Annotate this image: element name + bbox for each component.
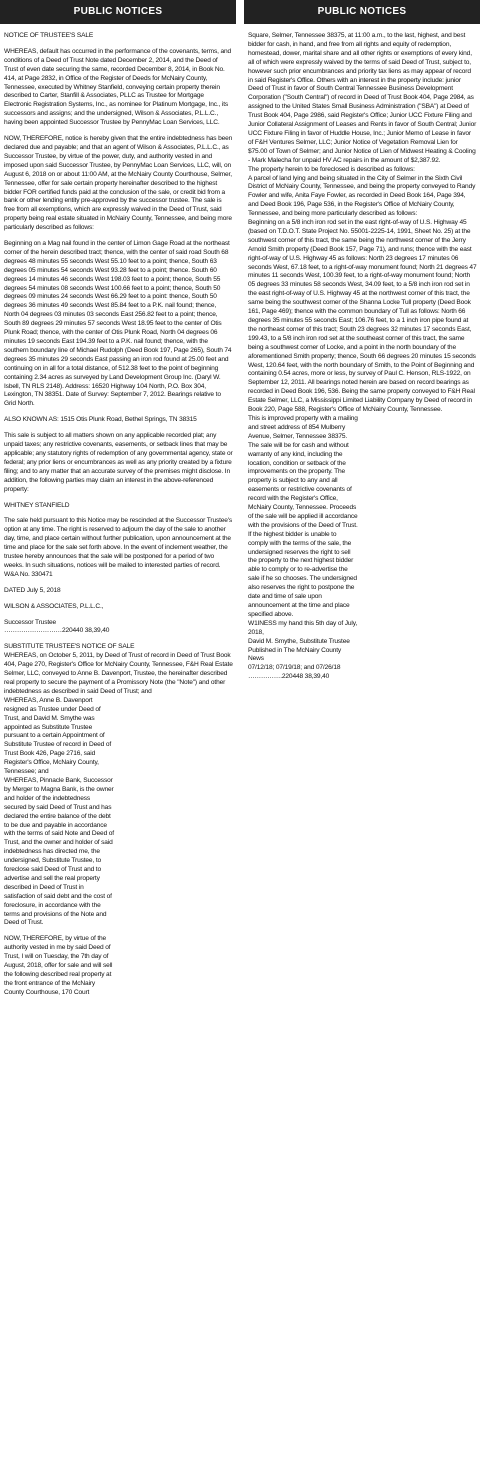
- paragraph: WHITNEY STANFIELD: [4, 501, 70, 509]
- paragraph: WHEREAS, on October 5, 2011, by Deed of Trust of record in Deed of Trust Book 404, Page 270, Register's Office for McNairy County, Tennessee, F&H Real Estate Selmer, LLC, conveyed to Anne B. Davenport, Trustee, the hereinafter described real property to secure the payment of a Promissory Note (the "Note") and other indebtedness as described in said Deed of Trust; and: [4, 652, 233, 695]
- paragraph: Published in The McNairy County News: [248, 646, 342, 663]
- notice-title: SUBSTITUTE TRUSTEE'S NOTICE OF SALE: [4, 643, 135, 651]
- paragraph: NOW, THEREFORE, by virtue of the authority vested in me by said Deed of Trust, I will on Tuesday, the 7th day of August, 2018, offer for sale and will sell the following described real property at the front entrance of the McNairy County Courthouse, 170 Court: [4, 935, 113, 996]
- paragraph: Beginning on a Mag nail found in the center of Limon Gage Road at the northeast corner of the herein described tract; thence, with the center of said road South 68 degrees 48 minutes 55 seconds West 55.10 feet to a point; thence, South 63 degrees 05 minutes 54 seconds West 93.28 feet to a point; thence. South 60 degrees 14 minutes 46 seconds West 198.03 feet to a point; thence, South 55 degrees 54 minutes 08 seconds West 100.66 feet to a point; thence, South 50 degrees 09 minutes 24 seconds West 66.29 feet to a point: thence, South 50 degrees 36 minutes 49 seconds West 85.84 feet to a P.K. nail found; thence, North 04 degrees 03 minutes 03 seconds East 256.82 feet to a point; thence, South 89 degrees 29 minutes 57 seconds West 18.95 feet to the center of Otis Plunk Road; thence, with the center of Otis Plunk Road, North 04 degrees 06 minutes 19 seconds East 194.39 feet to a P.K. nail found; thence, with the southern boundary line of Michael Rudolph (Deed Book 197, Page 265), South 74 degrees 35 minutes 29 seconds East passing an iron rod found at 25.00 feet and continuing on in all for a total distance, of 512.38 feet to the point of beginning containing 2.34 acres as surveyed by Land Development Group Inc. (Daryl W. Isbell, TN RLS 2148). Address: 16520 Highway 104 North, P.O. Box 304, Lexington, TN 38351. Date of Survey: September 7, 2012. Bearings relative to Grid North.: [4, 240, 232, 408]
- paragraph: DATED July 5, 2018: [4, 586, 61, 594]
- paragraph: Square, Selmer, Tennessee 38375, at 11:00 a.m., to the last, highest, and best bidder for cash, in hand, and free from all rights and equity of redemption, homestead, dower, marital share and all other rights or exemptions of every kind, all of which were expressly waived by the terms of said Deed of Trust, subject to, however such prior encumbrances and priority tax liens as may appear of record in said Register's Office. Others with an interest in the property include: junior Deed of Trust in favor of South Central Tennessee Business Development Corporation ("South Central") of record in Deed of Trust Book 404, Page 2984, as assigned to the United States Small Business Administration ("SBA") at Deed of Trust Book 404, Page 2986, said Register's Office; Junior UCC Fixture Filing and Junior Collateral Assignment of Leases and Rents in favor of South Central; Junior UCC Fixture Filing in favor of Huddle House, Inc.; Junior Memo of Lease in favor of F&H Ventures Selmer, LLC; Junior Notice of Vegetation Removal Lien for $75.00 of Town of Selmer; and Junior Notice of Lien of Midwest Heating & Cooling - Mark Malecha for unpaid HV AC repairs in the amount of $2,387.92.: [248, 32, 477, 164]
- paragraph: A parcel of land lying and being situated in the City of Selmer in the Sixth Civil District of McNairy County, Tennessee, and being the property conveyed to Randy Fowler and wife, Anita Faye Fowler, as recorded in Deed Book 164, Page 394, and Deed Book 196, Page 536, in the Register's Office of McNairy County, Tennessee, and being more particularly described as follows:: [248, 174, 476, 218]
- right-column: [244, 0, 480, 682]
- paragraph: ………………………220440 38,39,40: [4, 627, 110, 635]
- paragraph: This sale is subject to all matters shown on any applicable recorded plat; any unpaid taxes; any restrictive covenants, easements, or setback lines that may be applicable; any statutory rights of redemption of any governmental agency, state or federal; any prior liens or encumbrances as well as any priority created by a fixture filing; and to any matter that an accurate survey of the premises might disclose. In addition, the following parties may claim an interest in the above-referenced property:: [4, 432, 233, 493]
- paragraph: David M. Smythe, Substitute Trustee: [248, 637, 350, 645]
- section-header: PUBLIC NOTICES: [0, 0, 236, 24]
- paragraph: …………….220448 38,39,40: [248, 673, 330, 681]
- paragraph: 07/12/18; 07/19/18; and 07/26/18: [248, 664, 341, 672]
- paragraph: NOW, THEREFORE, notice is hereby given that the entire indebtedness has been declared due and payable; and that an agent of Wilson & Associates, P.L.L.C., as Successor Trustee, by virtue of the power, duty, and authority vested in and imposed upon said Successor Trustee, by PennyMac Loan Services, LLC, will, on August 6, 2018 on or about 11:00 AM, at the McNairy County Courthouse, Selmer, Tennessee, offer for sale certain property hereinafter described to the highest bidder FOR certified funds paid at the conclusion of the sale, or credit bid from a bank or other lending entity pre-approved by the successor trustee. The sale is free from all exemptions, which are expressly waived in the Deed of Trust, said property being real estate situated in McNairy County, Tennessee, and being more particularly described as follows:: [4, 135, 233, 232]
- notice-body: [244, 32, 480, 682]
- paragraph: The sale will be for cash and without warranty of any kind, including the location, condition or setback of the improvements on the property. The property is subject to any and all easements or restrictive covenants of record with the Register's Office, McNairy County, Tennessee. Proceeds of the sale will be applied ill accordance with the provisions of the Deed of Trust. If the highest bidder is unable to comply with the terms of the sale, the undersigned reserves the right to sell the property to the next highest bidder able to comply or to re-advertise the sale if he so chooses. The undersigned also reserves the right to postpone the date and time of sale upon announcement at the time and place specified above.: [248, 441, 358, 618]
- paragraph: Beginning on a 5/8 inch iron rod set in the east right-of-way of U.S. Highway 45 (based on T.D.O.T. State Project No. 55001-2225-14, 1991, Sheet No. 25) at the southwest corner of this tract, the same being the northwest corner of the Jerry Arnold Smith property (Deed Book 157, Page 71), and runs; thence with the east right-of-way of U.S. Highway 45 as follows: North 23 degrees 17 minutes 06 seconds West, 67.18 feet, to a right-of-way monument found; North 21 degrees 47 minutes 11 seconds West, 100.39 feet, to a right-of-way monument found; North 05 degrees 33 minutes 58 seconds West, 34.09 feet, to a 5/8 inch iron rod set in the east right-of-way of U.S. Highway 45 at the northwest corner of this tract, the same being the southwest corner of the Shanna Locke Tull property (Deed Book 161, Page 469); thence with the common boundary of Tull as follows: North 66 degrees 35 minutes 55 seconds East; 106.76 feet, to a 1 inch iron pipe found at the northeast corner of this tract; South 23 degrees 32 minutes 17 seconds East, 199.43, to a 5/8 inch iron rod set at the southeast corner of this tract, the same being a southwest corner of Locke, and a point in the north boundary of the aforementioned Smith property; thence, South 66 degrees 20 minutes 15 seconds West, 120.64 feet, with the north boundary of Smith, to the Point of Beginning and containing 0.54 acres, more or less, by survey of Paul C. Henson, RLS-1922, on September 12, 2011. All bearings noted herein are based on record bearings as recorded in Deed Book 196, 536. Being the same property conveyed to F&H Real Estate Selmer, LLC, a Mississippi Limited Liability Company by Deed of record in Book 220, Page 588, Register's Office of McNairy County, Tennessee.: [248, 219, 477, 414]
- left-column: [0, 0, 236, 1005]
- paragraph: Successor Trustee: [4, 618, 57, 626]
- paragraph: WHEREAS, Anne B. Davenport resigned as Trustee under Deed of Trust, and David M. Smythe was appointed as Substitute Trustee pursuant to a certain Appointment of Substitute Trustee of record in Deed of Trust Book 426, Page 2716, said Register's Office, McNairy County, Tennessee; and: [4, 696, 112, 776]
- paragraph: The property herein to be foreclosed is described as follows:: [248, 165, 415, 173]
- paragraph: ALSO KNOWN AS: 1515 Otis Plunk Road, Bethel Springs, TN 38315: [4, 416, 197, 424]
- notice-title: NOTICE OF TRUSTEE'S SALE: [4, 32, 94, 39]
- paragraph: This is improved property with a mailing and street address of 854 Mulberry Avenue, Selmer, Tennessee 38375.: [248, 414, 358, 440]
- paragraph: The sale held pursuant to this Notice may be rescinded at the Successor Trustee's option at any time. The right is reserved to adjourn the day of the sale to another day, time, and place certain without further publication, upon announcement at the time and place for the sale set forth above. In the event of inclement weather, the trustee hereby announces that the sale will be postponed for a period of two weeks. In such situations, notices will be mailed to interested parties of record. W&A No. 330471: [4, 517, 233, 578]
- paragraph: W1INESS my hand this 5th day of July, 2018,: [248, 619, 358, 636]
- paragraph: WHEREAS, Pinnacle Bank, Successor by Merger to Magna Bank, is the owner and holder of the indebtedness secured by said Deed of Trust and has declared the entire balance of the debt to be due and payable in accordance with the terms of said Note and Deed of Trust, and the owner and holder of said indebtedness has directed me, the undersigned, Substitute Trustee, to foreclose said Deed of Trust and to advertise and sell the real property described in Deed of Trust in satisfaction of said debt and the cost of foreclosure, in accordance with the terms and provisions of the Note and Deed of Trust.: [4, 776, 114, 927]
- paragraph: WILSON & ASSOCIATES, P.L.L.C.,: [4, 602, 104, 610]
- section-header: PUBLIC NOTICES: [244, 0, 480, 24]
- notice-body: [0, 32, 236, 998]
- paragraph: WHEREAS, default has occurred in the performance of the covenants, terms, and conditions of a Deed of Trust Note dated December 2, 2014, and the Deed of Trust of even date securing the same, recorded December 8, 2014, in Book No. 414, at Page 2832, in Office of the Register of Deeds for McNairy County, Tennessee, executed by Whitney Stanfield, conveying certain property therein described to Carter, Stanfill & Associates, PLLC as Trustee for Mortgage Electronic Registration Systems, Inc., as nominee for Platinum Mortgage, Inc., its successors and assigns; and the undersigned, Wilson & Associates, P.L.L.C., having been appointed Successor Trustee by PennyMac Loan Services, LLC.: [4, 47, 232, 127]
